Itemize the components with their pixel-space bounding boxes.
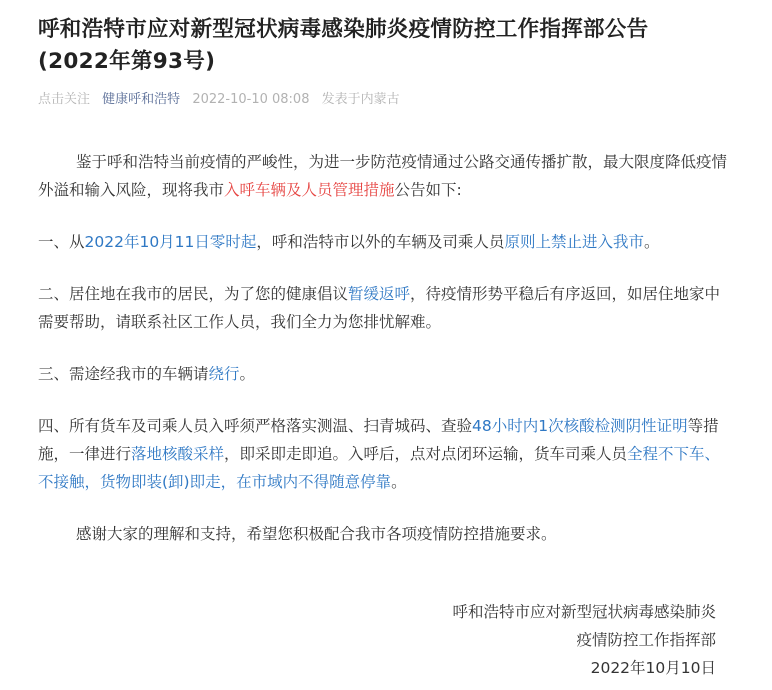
item-2-text-2: ，待疫情形势平稳后有序返回，如居住地家中需要帮助，请联系社区工作人员，我们全力为您排忧解难。: [38, 285, 721, 331]
intro-text-2: 公告如下:: [394, 181, 462, 199]
article-content: [38, 148, 734, 548]
signature-line-2: 疫情防控工作指挥部: [576, 631, 716, 649]
publish-datetime: 2022-10-10 08:08: [192, 92, 310, 107]
title-line-2: (2022年第93号): [38, 49, 216, 74]
item-4-text-4: 。: [391, 473, 407, 491]
item-2-paragraph: [38, 280, 734, 336]
item-4-paragraph: [38, 412, 734, 496]
account-name-link[interactable]: 健康呼和浩特: [102, 92, 181, 107]
item-1-text-1: 一、从: [38, 233, 85, 251]
signature-date: 2022年10月10日: [590, 659, 716, 677]
item-1-paragraph: [38, 228, 734, 256]
item-1-highlight-1: 2022年10月11日零时起: [84, 233, 257, 251]
signature-line-1: 呼和浩特市应对新型冠状病毒感染肺炎: [452, 603, 716, 621]
item-2-text-1: 二、居住地在我市的居民，为了您的健康倡议: [38, 285, 349, 303]
item-4-text-1: 四、所有货车及司乘人员入呼须严格落实测温、扫青城码、查验: [38, 417, 473, 435]
item-2-highlight: 暂缓返呼: [348, 285, 411, 303]
item-3-text-1: 三、需途经我市的车辆请: [38, 365, 209, 383]
article-title: [38, 14, 734, 78]
publish-location: 发表于内蒙古: [321, 92, 400, 107]
item-3-text-2: 。: [239, 365, 256, 383]
item-4-highlight-1: 48小时内1次核酸检测阴性证明: [472, 417, 688, 435]
item-4-text-2: 等措施，一律进行: [38, 417, 719, 463]
item-4-highlight-3: 全程不下车、不接触，货物即装(卸)即走，在市域内不得随意停靠: [38, 445, 721, 491]
follow-link[interactable]: 点击关注: [38, 92, 91, 107]
item-1-text-3: 。: [643, 233, 660, 251]
article-meta: [38, 90, 734, 110]
signature-block: [452, 598, 716, 682]
item-1-highlight-2: 原则上禁止进入我市: [504, 233, 644, 251]
item-3-paragraph: [38, 360, 734, 388]
item-1-text-2: ，呼和浩特市以外的车辆及司乘人员: [256, 233, 505, 251]
closing-paragraph: 感谢大家的理解和支持，希望您积极配合我市各项疫情防控措施要求。: [76, 525, 557, 543]
title-line-1: 呼和浩特市应对新型冠状病毒感染肺炎疫情防控工作指挥部公告: [38, 17, 649, 42]
intro-text-1: 鉴于呼和浩特当前疫情的严峻性，为进一步防范疫情通过公路交通传播扩散，最大限度降低疫情外溢和输入风险，现将我市: [38, 153, 728, 199]
item-4-text-3: ，即采即走即追。入呼后，点对点闭环运输，货车司乘人员: [224, 445, 628, 463]
intro-paragraph: [38, 148, 734, 204]
item-4-highlight-2: 落地核酸采样: [131, 445, 225, 463]
intro-highlight: 入呼车辆及人员管理措施: [224, 181, 395, 199]
item-3-highlight: 绕行: [208, 365, 240, 383]
